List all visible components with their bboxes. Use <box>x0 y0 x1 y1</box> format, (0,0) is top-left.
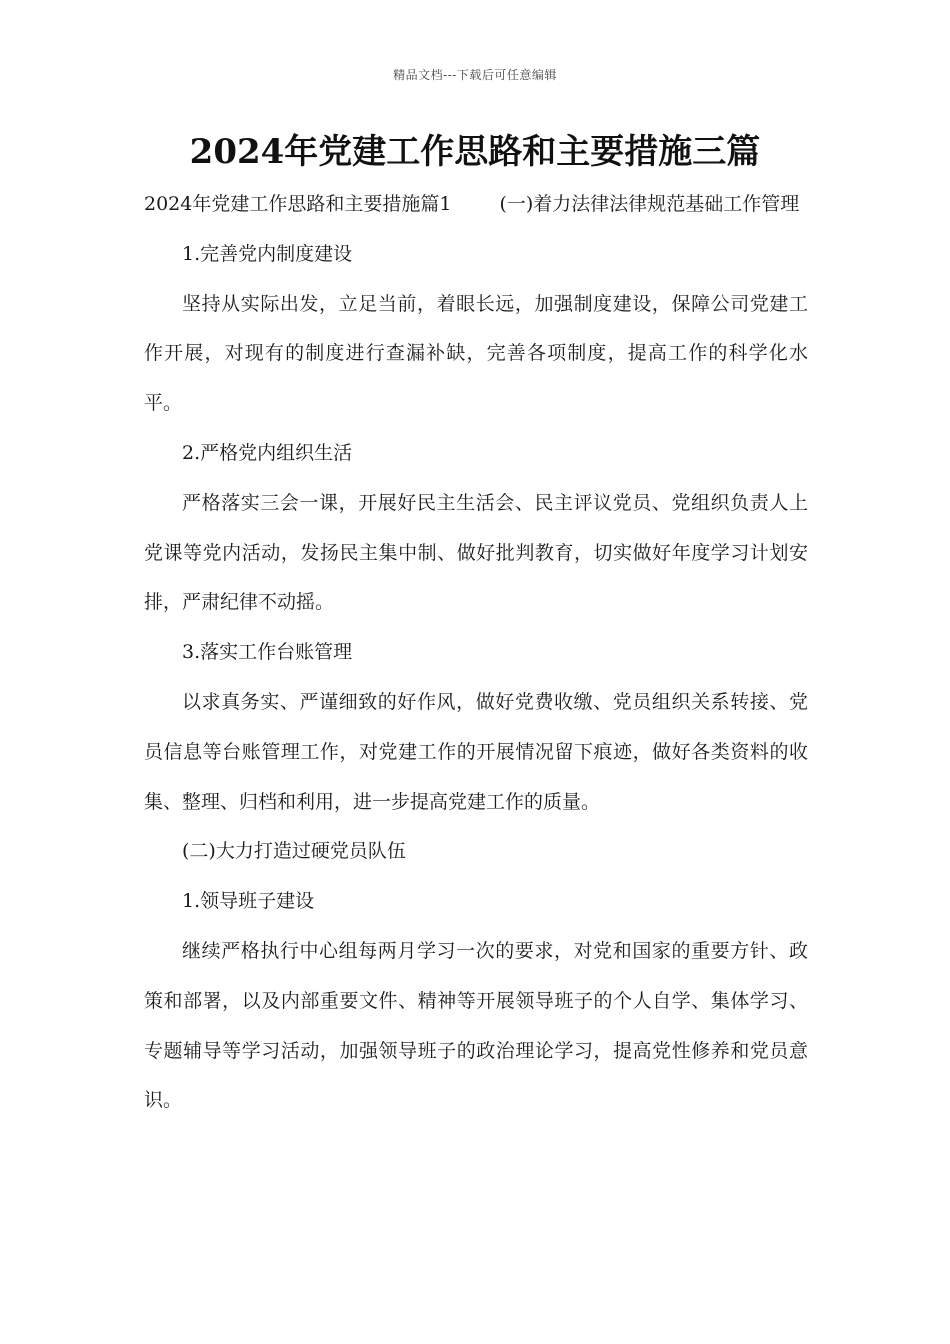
body-paragraph: 严格落实三会一课，开展好民主生活会、民主评议党员、党组织负责人上党课等党内活动，发扬民主集中制、做好批判教育，切实做好年度学习计划安排，严肃纪律不动摇。 <box>144 491 808 614</box>
document-body <box>144 180 808 1126</box>
subheading: 1.完善党内制度建设 <box>182 242 353 265</box>
body-paragraph: 坚持从实际出发，立足当前，着眼长远，加强制度建设，保障公司党建工作开展，对现有的制度进行查漏补缺，完善各项制度，提高工作的科学化水平。 <box>144 292 808 415</box>
part-label: 2024年党建工作思路和主要措施篇1 <box>144 193 452 215</box>
header-note: 精品文档---下载后可任意编辑 <box>393 68 557 82</box>
section-heading-1: (一)着力法律法律规范基础工作管理 <box>499 193 800 215</box>
section-heading-2: (二)大力打造过硬党员队伍 <box>182 840 406 863</box>
document-title: 2024年党建工作思路和主要措施三篇 <box>189 132 761 172</box>
subheading: 1.领导班子建设 <box>182 890 315 913</box>
subheading: 3.落实工作台账管理 <box>182 641 353 664</box>
body-paragraph: 继续严格执行中心组每两月学习一次的要求，对党和国家的重要方针、政策和部署，以及内部重要文件、精神等开展领导班子的个人自学、集体学习、专题辅导等学习活动，加强领导班子的政治理论学习，提高党性修养和党员意识。 <box>144 939 808 1112</box>
subheading: 2.严格党内组织生活 <box>182 441 353 464</box>
intro-paragraph <box>144 180 808 230</box>
body-paragraph: 以求真务实、严谨细致的好作风，做好党费收缴、党员组织关系转接、党员信息等台账管理工作，对党建工作的开展情况留下痕迹，做好各类资料的收集、整理、归档和利用，进一步提高党建工作的质量。 <box>144 690 808 813</box>
